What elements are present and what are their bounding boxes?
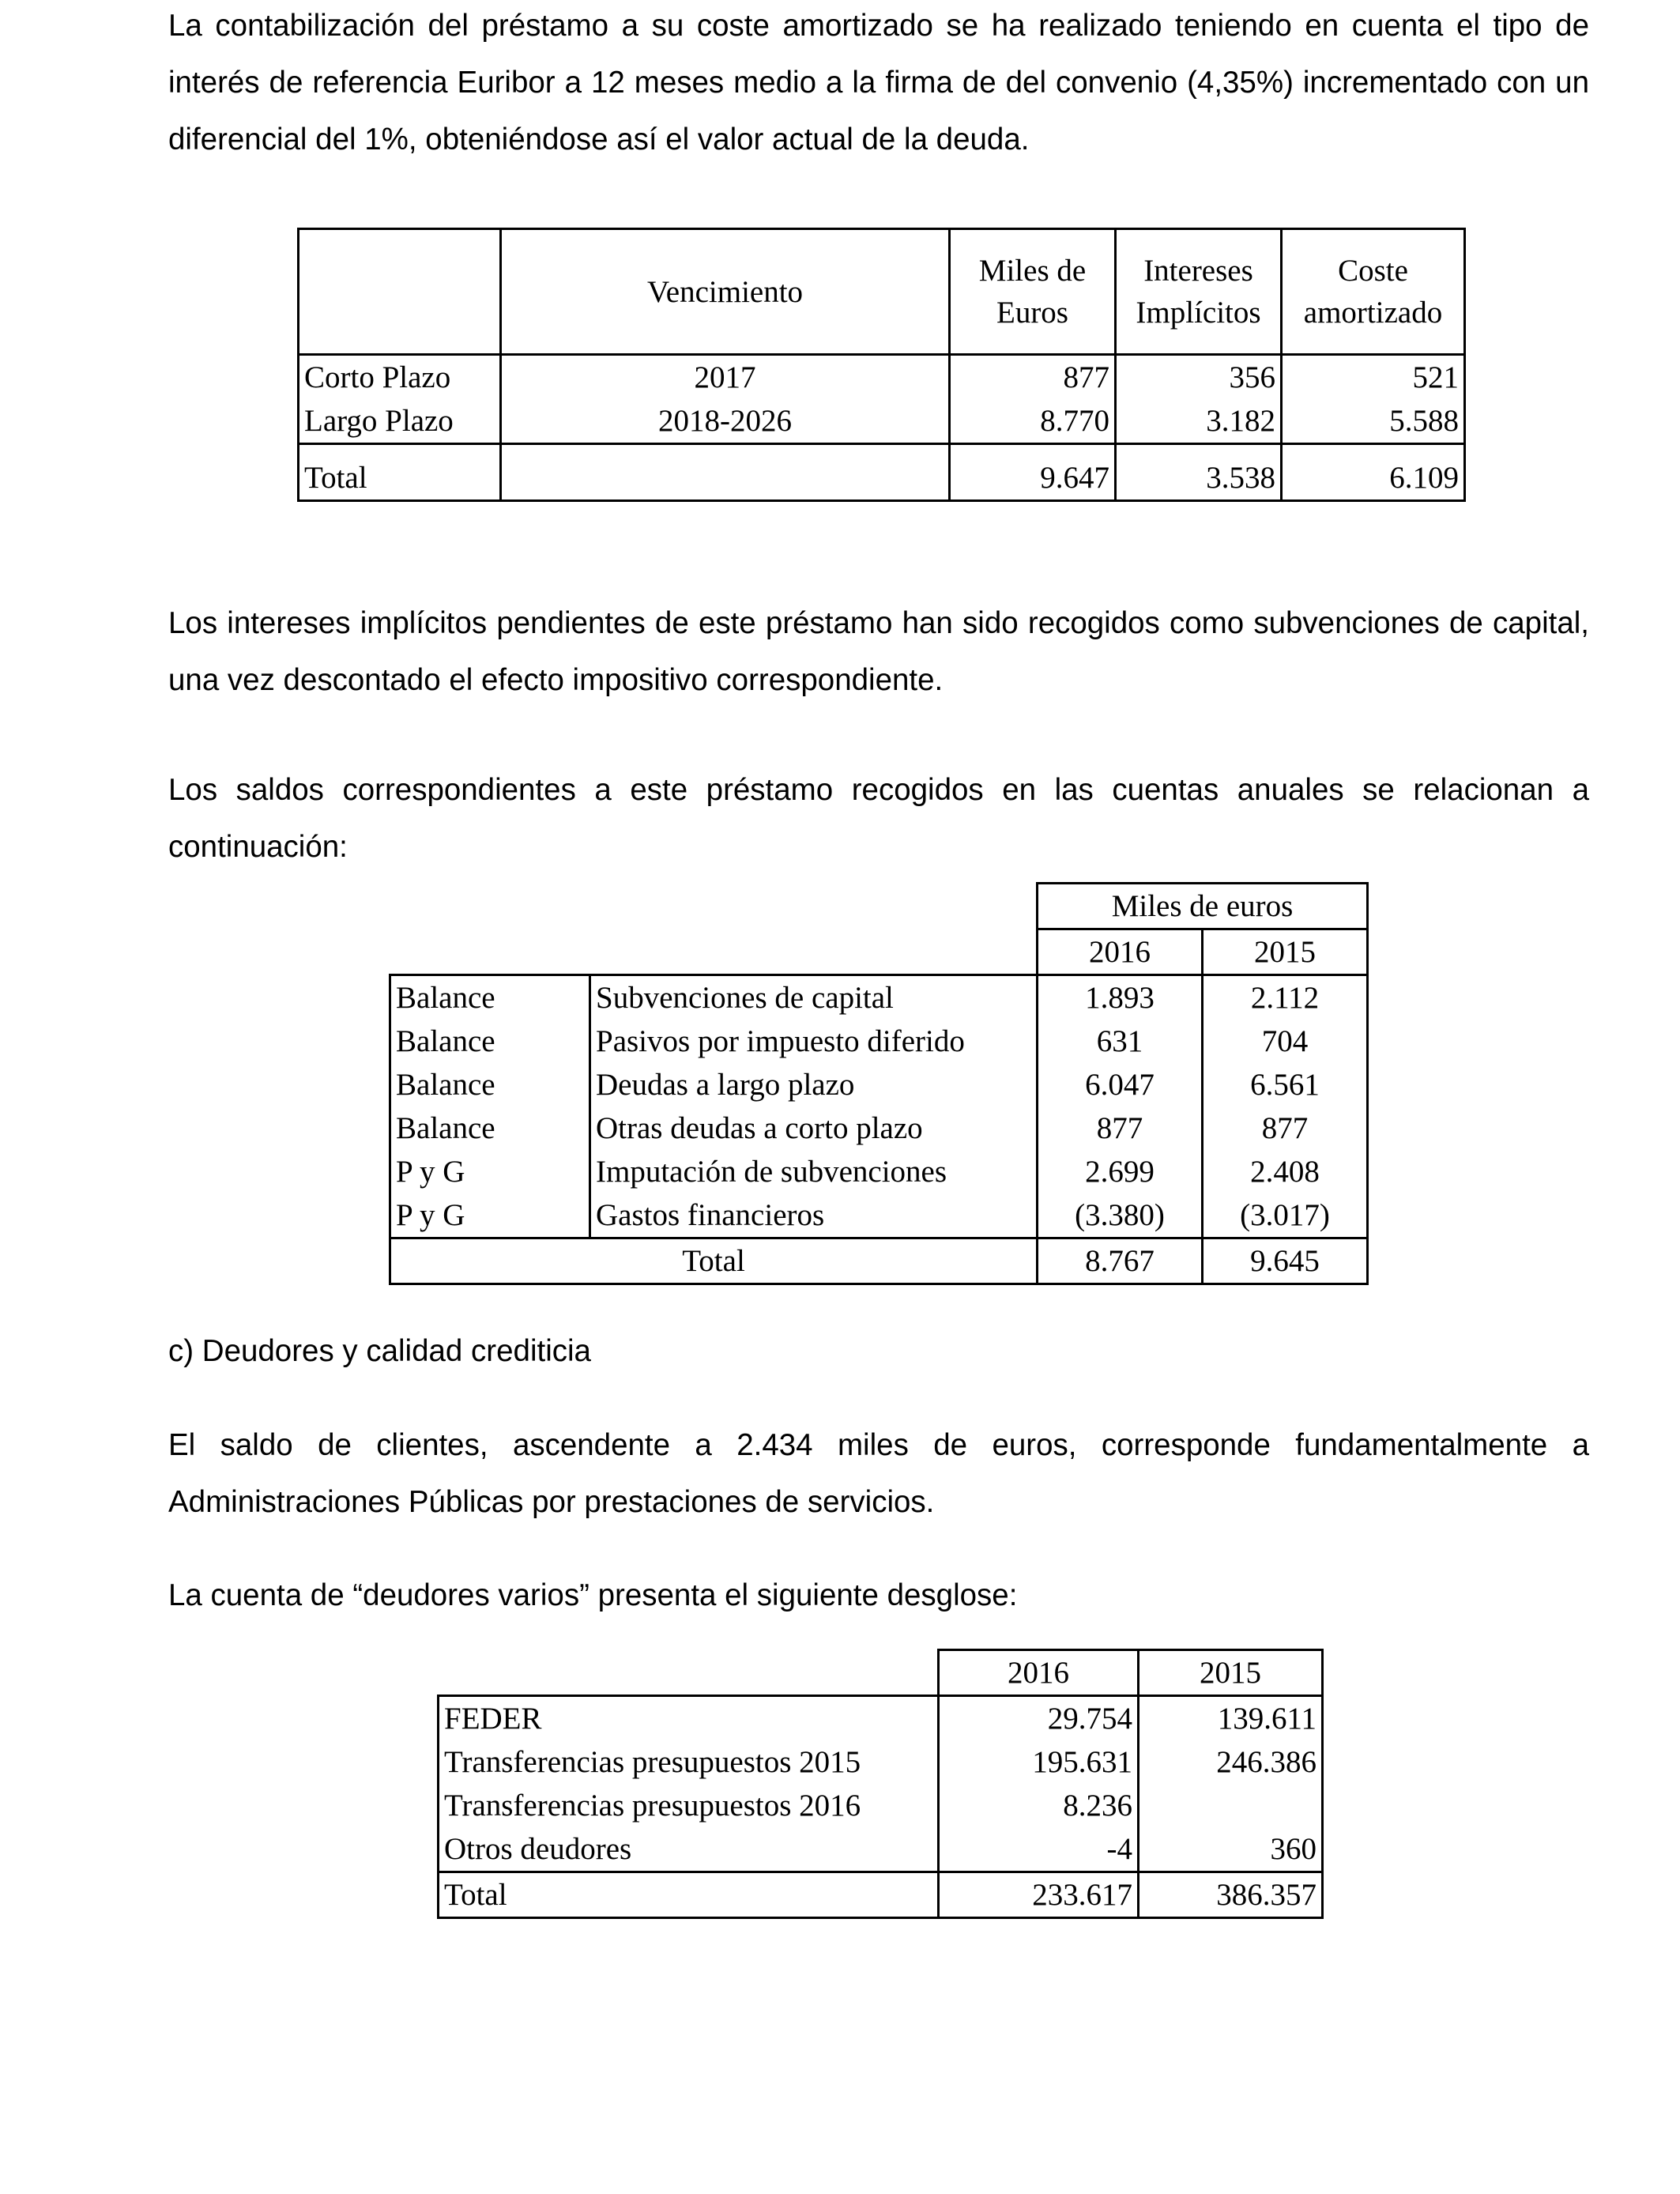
table3-total-2016: 233.617 xyxy=(939,1872,1139,1918)
table2-total-label: Total xyxy=(390,1238,1038,1284)
table2-row-2016: (3.380) xyxy=(1038,1193,1203,1238)
section-heading-deudores: c) Deudores y calidad crediticia xyxy=(168,1334,591,1368)
paragraph-saldo-clientes: El saldo de clientes, ascendente a 2.434 miles de euros, corresponde fundamentalmente a Administraciones Públicas por prestaciones de servicios. xyxy=(168,1428,1589,1519)
table3-row-2016: 8.236 xyxy=(939,1784,1139,1827)
table2-total-2015: 9.645 xyxy=(1203,1238,1368,1284)
table1-header-intereses-line2: Implícitos xyxy=(1136,296,1261,330)
table2-row-concepto: Subvenciones de capital xyxy=(590,975,1038,1020)
table1-row-label: Largo Plazo xyxy=(299,399,501,444)
table1-row-vencimiento: 2018-2026 xyxy=(501,399,950,444)
table3-header-empty xyxy=(439,1650,939,1696)
table1-total-coste: 6.109 xyxy=(1282,456,1465,501)
table3-row-2015: 360 xyxy=(1139,1827,1323,1872)
table-row xyxy=(299,399,1465,444)
table2-row-concepto: Gastos financieros xyxy=(590,1193,1038,1238)
table3-total-label: Total xyxy=(439,1872,939,1918)
table1-row-miles: 877 xyxy=(950,355,1116,400)
table3-row-concepto: Otros deudores xyxy=(439,1827,939,1872)
table-row xyxy=(390,1106,1368,1150)
table1-header-intereses-line1: Intereses xyxy=(1143,254,1253,288)
table2-header-empty xyxy=(390,884,590,929)
table1-spacer-cell xyxy=(501,444,950,457)
table2-row-2015: 2.408 xyxy=(1203,1150,1368,1193)
table2-header-2016: 2016 xyxy=(1038,929,1203,975)
table-row xyxy=(439,1827,1323,1872)
table1-header-miles xyxy=(950,229,1116,355)
table1-row-intereses: 356 xyxy=(1116,355,1282,400)
table-row xyxy=(390,1150,1368,1193)
table-row xyxy=(299,355,1465,400)
table2-row-concepto: Pasivos por impuesto diferido xyxy=(590,1020,1038,1063)
table1-row-coste: 5.588 xyxy=(1282,399,1465,444)
table3-row-2016: 195.631 xyxy=(939,1740,1139,1784)
table2-row-tipo: P y G xyxy=(390,1193,590,1238)
table-vencimientos xyxy=(297,228,1466,502)
table2-row-tipo: Balance xyxy=(390,1106,590,1150)
paragraph-saldos: Los saldos correspondientes a este préstamo recogidos en las cuentas anuales se relacionan a continuación: xyxy=(168,773,1589,864)
table1-header-empty xyxy=(299,229,501,355)
table3-header-2015: 2015 xyxy=(1139,1650,1323,1696)
paragraph-intereses-implicitos: Los intereses implícitos pendientes de este préstamo han sido recogidos como subvenciones de capital, una vez descontado el efecto impositivo correspondiente. xyxy=(168,606,1589,697)
table3-total-row xyxy=(439,1872,1323,1918)
table3-row-concepto: Transferencias presupuestos 2016 xyxy=(439,1784,939,1827)
table3-total-2015: 386.357 xyxy=(1139,1872,1323,1918)
table2-row-2015: 2.112 xyxy=(1203,975,1368,1020)
table2-row-2016: 2.699 xyxy=(1038,1150,1203,1193)
table1-header-coste xyxy=(1282,229,1465,355)
table2-row-2016: 6.047 xyxy=(1038,1063,1203,1106)
table3-row-2015 xyxy=(1139,1784,1323,1827)
table3-row-concepto: Transferencias presupuestos 2015 xyxy=(439,1740,939,1784)
table2-row-2015: 704 xyxy=(1203,1020,1368,1063)
table1-header-miles-line2: Euros xyxy=(996,296,1068,330)
table1-spacer-cell xyxy=(1116,444,1282,457)
table2-header-unit: Miles de euros xyxy=(1038,884,1368,929)
table-row xyxy=(390,1063,1368,1106)
table2-header-2015: 2015 xyxy=(1203,929,1368,975)
table2-row-2015: 6.561 xyxy=(1203,1063,1368,1106)
table1-spacer-cell xyxy=(1282,444,1465,457)
table3-header-2016: 2016 xyxy=(939,1650,1139,1696)
table2-row-2016: 877 xyxy=(1038,1106,1203,1150)
table2-row-2016: 631 xyxy=(1038,1020,1203,1063)
table2-header-empty xyxy=(590,929,1038,975)
table-saldos xyxy=(389,882,1369,1285)
table1-header-coste-line1: Coste xyxy=(1338,254,1408,288)
table2-total-row xyxy=(390,1238,1368,1284)
table2-row-concepto: Imputación de subvenciones xyxy=(590,1150,1038,1193)
table3-row-concepto: FEDER xyxy=(439,1696,939,1741)
table1-row-vencimiento: 2017 xyxy=(501,355,950,400)
table2-row-2015: 877 xyxy=(1203,1106,1368,1150)
table1-header-miles-line1: Miles de xyxy=(978,254,1087,288)
table2-row-2016: 1.893 xyxy=(1038,975,1203,1020)
table-deudores-varios xyxy=(437,1649,1324,1919)
table2-total-2016: 8.767 xyxy=(1038,1238,1203,1284)
paragraph-deudores-varios: La cuenta de “deudores varios” presenta el siguiente desglose: xyxy=(168,1578,1018,1612)
table-row xyxy=(390,1193,1368,1238)
table3-row-2016: 29.754 xyxy=(939,1696,1139,1741)
table2-row-tipo: P y G xyxy=(390,1150,590,1193)
table2-row-tipo: Balance xyxy=(390,1020,590,1063)
table1-total-miles: 9.647 xyxy=(950,456,1116,501)
table1-header-intereses xyxy=(1116,229,1282,355)
table-row xyxy=(390,1020,1368,1063)
table1-row-miles: 8.770 xyxy=(950,399,1116,444)
table2-row-concepto: Deudas a largo plazo xyxy=(590,1063,1038,1106)
table3-row-2015: 246.386 xyxy=(1139,1740,1323,1784)
table1-header-coste-line2: amortizado xyxy=(1303,296,1443,330)
table-row xyxy=(439,1740,1323,1784)
table-row xyxy=(439,1696,1323,1741)
table2-row-2015: (3.017) xyxy=(1203,1193,1368,1238)
paragraph-coste-amortizado: La contabilización del préstamo a su coste amortizado se ha realizado teniendo en cuenta el tipo de interés de referencia Euribor a 12 meses medio a la firma de del convenio (4,35%) incrementado con un diferencial del 1%, obteniéndose así el valor actual de la deuda. xyxy=(168,9,1589,156)
table1-row-coste: 521 xyxy=(1282,355,1465,400)
table1-spacer-cell xyxy=(299,444,501,457)
table-row xyxy=(439,1784,1323,1827)
table2-header-empty xyxy=(390,929,590,975)
table1-total-label: Total xyxy=(299,456,501,501)
table1-spacer-cell xyxy=(950,444,1116,457)
table1-total-empty xyxy=(501,456,950,501)
table-row xyxy=(390,975,1368,1020)
table3-row-2016: -4 xyxy=(939,1827,1139,1872)
table1-total-row xyxy=(299,456,1465,501)
table3-row-2015: 139.611 xyxy=(1139,1696,1323,1741)
table1-row-intereses: 3.182 xyxy=(1116,399,1282,444)
table1-header-vencimiento: Vencimiento xyxy=(501,229,950,355)
table2-row-tipo: Balance xyxy=(390,1063,590,1106)
table1-spacer-row xyxy=(299,444,1465,457)
table1-total-intereses: 3.538 xyxy=(1116,456,1282,501)
table2-row-tipo: Balance xyxy=(390,975,590,1020)
table2-header-empty xyxy=(590,884,1038,929)
table1-row-label: Corto Plazo xyxy=(299,355,501,400)
table2-row-concepto: Otras deudas a corto plazo xyxy=(590,1106,1038,1150)
